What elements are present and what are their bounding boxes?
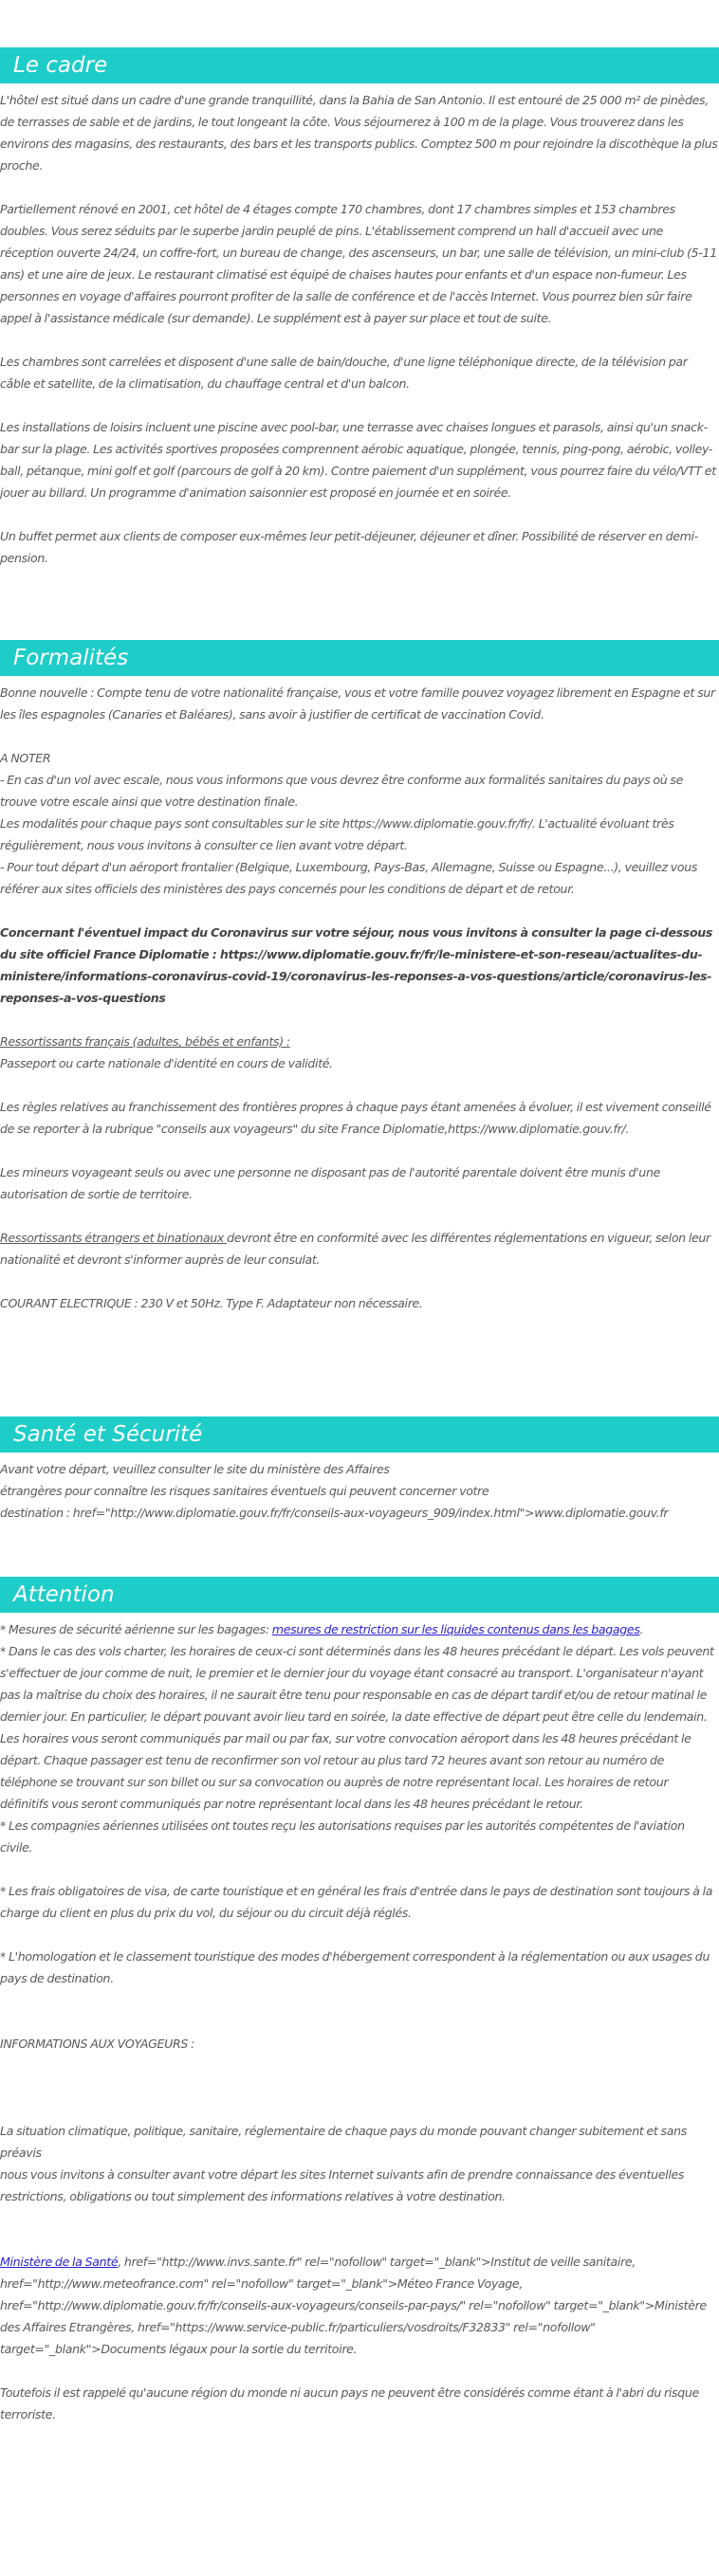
minors-paragraph: Les mineurs voyageant seuls ou avec une personne ne disposant pas de l'autorité parentale doivent être munis d'une autorisation de sortie de territoire. <box>0 1165 660 1201</box>
note-title: A NOTER <box>0 751 51 765</box>
situation-paragraph: La situation climatique, politique, sanitaire, réglementaire de chaque pays du monde pouvant changer subitement et sans préavis <box>0 2124 687 2160</box>
section-title: Le cadre <box>0 47 719 83</box>
section-title: Attention <box>0 1577 719 1613</box>
section-cadre <box>0 47 719 569</box>
ministere-sante-link[interactable]: Ministère de la Santé <box>0 2255 119 2269</box>
info-voyageurs-title: INFORMATIONS AUX VOYAGEURS : <box>0 2037 194 2051</box>
cadre-paragraph: Les chambres sont carrelées et disposent d'une salle de bain/douche, d'une ligne téléphonique directe, de la télévision par câble et satellite, de la climatisation, du chauffage central et d'un balcon. <box>0 355 688 391</box>
section-formalites <box>0 640 719 1314</box>
covid-notice: Concernant l'éventuel impact du Coronavirus sur votre séjour, nous vous invitons à consulter la page ci-dessous du site officiel France Diplomatie : https://www.diplomatie.gouv.fr/fr/le-ministere-et-son-reseau/actualites-du-ministere/informations-coronavirus-covid-19/coronavirus-les-reponses-a-vos-questions/article/coronavirus-les-reponses-a-vos-questions <box>0 925 713 1005</box>
useful-links-paragraph <box>0 2251 719 2360</box>
french-nationals-heading: Ressortissants français (adultes, bébés et enfants) : <box>0 1034 290 1049</box>
cadre-paragraph: Partiellement rénové en 2001, cet hôtel de 4 étages compte 170 chambres, dont 17 chambres simples et 153 chambres doubles. Vous serez séduits par le superbe jardin peuplé de pins. L'établissement comprend un hall d'accueil avec une réception ouverte 24/24, un coffre-fort, un bureau de change, des ascenseurs, un bar, une salle de télévision, un mini-club (5-11 ans) et une aire de jeux. Le restaurant climatisé est équipé de chaises hautes pour enfants et d'un espace non-fumeur. Les personnes en voyage d'affaires pourront profiter de la salle de conférence et de l'accès Internet. Vous pourrez bien sûr faire appel à l'assistance médicale (sur demande). Le supplément est à payer sur place et tout de suite. <box>0 202 717 325</box>
baggage-prefix: * Mesures de sécurité aérienne sur les bagages: <box>0 1622 272 1636</box>
note-item: Les modalités pour chaque pays sont consultables sur le site https://www.diplomatie.gouv.fr/fr/. L'actualité évoluant très régulièrement, nous vous invitons à consulter ce lien avant votre départ. <box>0 816 674 852</box>
note-item: - Pour tout départ d'un aéroport frontalier (Belgique, Luxembourg, Pays-Bas, Allemagne, Suisse ou Espagne...), veuillez vous référer aux sites officiels des ministères des pays concernés pour les conditions de départ et de retour. <box>0 860 698 896</box>
formalites-paragraph: Bonne nouvelle : Compte tenu de votre nationalité française, vous et votre famille pouvez voyagez librement en Espagne et sur les îles espagnoles (Canaries et Baléares), sans avoir à justifier de certificat de vaccination Covid. <box>0 685 715 722</box>
section-sante <box>0 1416 719 1524</box>
useful-links-text: , href="http://www.invs.sante.fr" rel="nofollow" target="_blank">Institut de veille sanitaire, href="http://www.meteofrance.com" rel="nofollow" target="_blank">Méteo France Voyage, href="http://www.diplomatie.gouv.fr/fr/conseils-aux-voyageurs/conseils-par-pays/" rel="nofollow" target="_blank">Ministère des Affaires Etrangères, href="https://www.service-public.fr/particuliers/vosdroits/F32833" rel="nofollow" target="_blank">Documents légaux pour la sortie du territoire. <box>0 2255 707 2356</box>
fees-paragraph: * Les frais obligatoires de visa, de carte touristique et en général les frais d'entrée dans le pays de destination sont toujours à la charge du client en plus du prix du vol, du séjour ou du circuit déjà réglés. <box>0 1884 713 1920</box>
sante-line: Avant votre départ, veuillez consulter le site du ministère des Affaires <box>0 1462 390 1476</box>
homologation-paragraph: * L'homologation et le classement touristique des modes d'hébergement correspondent à la réglementation ou aux usages du pays de destination. <box>0 1949 710 1985</box>
section-attention <box>0 1577 719 2425</box>
foreign-nationals-heading: Ressortissants étrangers et binationaux <box>0 1231 228 1245</box>
baggage-suffix: . <box>639 1622 644 1636</box>
liquids-restriction-link[interactable]: mesures de restriction sur les liquides contenus dans les bagages <box>271 1622 640 1636</box>
foreign-nationals-paragraph <box>0 1227 719 1270</box>
section-title: Santé et Sécurité <box>0 1416 719 1452</box>
cadre-paragraph: Un buffet permet aux clients de composer eux-mêmes leur petit-déjeuner, déjeuner et dîner. Possibilité de réserver en demi-pension. <box>0 529 698 565</box>
foreign-nationals-text: devront être en conformité avec les différentes réglementations en vigueur, selon leur nationalité et devront s'informer auprès de leur consulat. <box>0 1231 710 1267</box>
border-rules-paragraph: Les règles relatives au franchissement des frontières propres à chaque pays étant amenées à évoluer, il est vivement conseillé de se reporter à la rubrique "conseils aux voyageurs" du site France Diplomatie,https://www.diplomatie.gouv.fr/. <box>0 1100 711 1136</box>
cadre-paragraph: L'hôtel est situé dans un cadre d'une grande tranquillité, dans la Bahia de San Antonio. Il est entouré de 25 000 m² de pinèdes, de terrasses de sable et de jardins, le tout longeant la côte. Vous séjournerez à 100 m de la plage. Vous trouverez dans les environs des magasins, des restaurants, des bars et les transports publics. Comptez 500 m pour rejoindre la discothèque la plus proche. <box>0 93 718 173</box>
charter-paragraph: * Dans le cas des vols charter, les horaires de ceux-ci sont déterminés dans les 48 heures précédant le départ. Les vols peuvent s'effectuer de jour comme de nuit, le premier et le dernier jour du voyage étant consacré au transport. L'organisateur n'ayant pas la maîtrise du choix des horaires, il ne saurait être tenu pour responsable en cas de départ tardif et/ou de retour matinal le dernier jour. En particulier, le départ pouvant avoir lieu tard en soirée, la date effective de départ peut être celle du lendemain. Les horaires vous seront communiqués par mail ou par fax, sur votre convocation aéroport dans les 48 heures précédant le départ. Chaque passager est tenu de reconfirmer son vol retour au plus tard 72 heures avant son retour au numéro de téléphone se trouvant sur son billet ou sur sa convocation ou auprès de notre représentant local. Les horaires de retour définitifs vous seront communiqués par notre représentant local dans les 48 heures précédant le retour. <box>0 1644 714 1811</box>
note-item: - En cas d'un vol avec escale, nous vous informons que vous devrez être conforme aux formalités sanitaires du pays où se trouve votre escale ainsi que votre destination finale. <box>0 773 684 809</box>
cadre-paragraph: Les installations de loisirs incluent une piscine avec pool-bar, une terrasse avec chaises longues et parasols, ainsi qu'un snack-bar sur la plage. Les activités sportives proposées comprennent aérobic aquatique, plongée, tennis, ping-pong, aérobic, volley-ball, pétanque, mini golf et golf (parcours de golf à 20 km). Contre paiement d'un supplément, vous pourrez faire du vélo/VTT et jouer au billard. Un programme d'animation saisonnier est proposé en journée et en soirée. <box>0 420 716 500</box>
electric-info: COURANT ELECTRIQUE : 230 V et 50Hz. Type F. Adaptateur non nécessaire. <box>0 1296 423 1310</box>
baggage-security <box>0 1618 719 1640</box>
section-title: Formalités <box>0 640 719 676</box>
terror-paragraph: Toutefois il est rappelé qu'aucune région du monde ni aucun pays ne peuvent être considérés comme étant à l'abri du risque terroriste. <box>0 2385 699 2421</box>
french-nationals-text: Passeport ou carte nationale d'identité en cours de validité. <box>0 1056 333 1070</box>
sante-line: destination : href="http://www.diplomatie.gouv.fr/fr/conseils-aux-voyageurs_909/index.html">www.diplomatie.gouv.fr <box>0 1506 669 1520</box>
airlines-paragraph: * Les compagnies aériennes utilisées ont toutes reçu les autorisations requises par les autorités compétentes de l'aviation civile. <box>0 1818 685 1854</box>
situation-paragraph: nous vous invitons à consulter avant votre départ les sites Internet suivants afin de prendre connaissance des éventuelles restrictions, obligations ou tout simplement des informations relatives à votre destination. <box>0 2167 685 2203</box>
sante-line: étrangères pour connaître les risques sanitaires éventuels qui peuvent concerner votre <box>0 1484 489 1498</box>
